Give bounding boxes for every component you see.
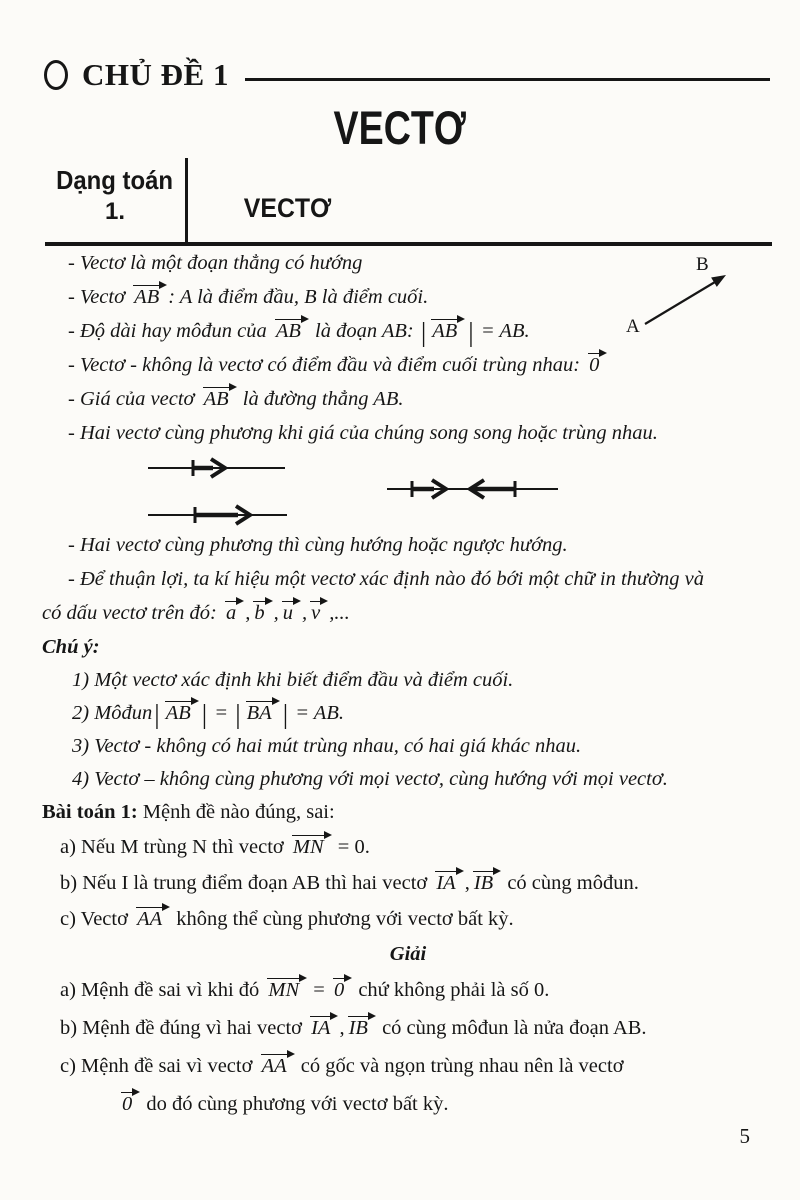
section-box — [45, 158, 772, 246]
point-a-label: A — [626, 316, 640, 337]
text-line — [42, 382, 774, 416]
vector-notation: BA — [245, 699, 279, 724]
text-line: 2) Môđun| AB | = | BA | = AB. — [72, 699, 344, 729]
body-lines — [42, 528, 774, 1123]
text-segment: - Vectơ — [68, 286, 131, 308]
text-line — [42, 416, 774, 450]
vector-notation: u — [281, 599, 300, 624]
text-segment: Giải — [389, 943, 427, 965]
text-segment: 2) Môđun — [72, 702, 153, 724]
text-segment: , — [464, 872, 470, 894]
vector-on-line-2 — [148, 506, 287, 524]
vector-notation: AA — [260, 1052, 294, 1077]
section-name-text: VECTƠ — [243, 192, 332, 223]
text-segment: ,... — [329, 602, 350, 624]
text-line — [42, 865, 774, 901]
vector-notation: 0 — [332, 976, 351, 1001]
vector-ab-shaft — [645, 282, 715, 324]
text-segment: a) Mệnh đề sai vì khi đó — [60, 979, 265, 1001]
text-line — [42, 730, 774, 763]
text-segment: - Vectơ là một đoạn thẳng có hướng — [68, 252, 363, 274]
text-segment: - Hai vectơ cùng phương khi giá của chúng song song hoặc trùng nhau. — [68, 422, 658, 444]
text-segment: c) Vectơ — [60, 908, 134, 930]
text-segment: , — [302, 602, 308, 624]
vector-ab-figure — [598, 250, 778, 385]
vector-notation: AB — [164, 699, 198, 724]
text-line — [42, 937, 774, 971]
circle-icon — [44, 60, 68, 90]
text-segment: b) Nếu I là trung điểm đoạn AB thì hai vectơ — [60, 872, 433, 894]
text-line — [42, 1009, 774, 1047]
vector-notation: AB — [132, 283, 166, 308]
text-line — [42, 664, 774, 697]
text-segment: không thể cùng phương với vectơ bất kỳ. — [171, 908, 514, 930]
text-line — [42, 596, 774, 630]
text-line — [42, 796, 774, 829]
opposite-vectors-line — [387, 480, 558, 498]
header-rule — [245, 78, 770, 81]
text-segment: Chú ý: — [42, 636, 100, 658]
vector-notation: AB — [430, 317, 464, 342]
text-segment: c) Mệnh đề sai vì vectơ — [60, 1055, 258, 1077]
text-segment: = — [209, 702, 234, 724]
text-line — [42, 528, 774, 562]
text-segment: Mệnh đề nào đúng, sai: — [137, 801, 335, 823]
text-line — [42, 1047, 774, 1085]
chapter-title-text: VECTƠ — [333, 101, 467, 154]
vector-notation: IB — [472, 869, 500, 894]
text-segment: là đường thẳng AB. — [237, 388, 404, 410]
chapter-title — [0, 100, 800, 155]
text-segment: : A là điểm đầu, B là điểm cuối. — [168, 286, 429, 308]
text-segment: 3) Vectơ - không có hai mút trùng nhau, có hai giá khác nhau. — [72, 735, 582, 757]
text-segment: có gốc và ngọn trùng nhau nên là vectơ — [295, 1055, 624, 1077]
section-label: Dạng toán — [56, 165, 174, 195]
parallel-vectors-figure — [100, 452, 630, 526]
text-segment: là đoạn AB: — [309, 320, 419, 342]
text-segment: = — [308, 979, 330, 1001]
text-segment: có cùng môđun. — [502, 872, 639, 894]
text-segment: Bài toán 1: — [42, 801, 138, 823]
text-segment: - Giá của vectơ — [68, 388, 200, 410]
vector-notation: IB — [347, 1014, 375, 1039]
text-segment: a) Nếu M trùng N thì vectơ — [60, 836, 289, 858]
vector-ab-arrowhead — [711, 275, 726, 287]
text-segment: - Để thuận lợi, ta kí hiệu một vectơ xác định nào đó bới một chữ in thường và — [68, 568, 705, 590]
text-segment: - Độ dài hay môđun của — [68, 320, 272, 342]
text-segment: - Vectơ - không là vectơ có điểm đầu và điểm cuối trùng nhau: — [68, 354, 586, 376]
text-line — [42, 630, 774, 664]
point-b-label: B — [696, 254, 709, 275]
vector-notation: AB — [274, 317, 308, 342]
vector-on-line-1 — [148, 459, 285, 477]
text-segment: có cùng môđun là nửa đoạn AB. — [376, 1017, 647, 1039]
vector-notation: a — [224, 599, 243, 624]
text-segment: = AB. — [475, 320, 530, 342]
text-line — [42, 971, 774, 1009]
vector-notation: AB — [202, 385, 236, 410]
text-segment: , — [339, 1017, 345, 1039]
vector-notation: IA — [434, 869, 462, 894]
vector-notation: MN — [291, 833, 331, 858]
text-segment: 1) Một vectơ xác định khi biết điểm đầu và điểm cuối. — [72, 669, 514, 691]
text-segment: = 0. — [332, 836, 370, 858]
text-segment: chứ không phải là số 0. — [353, 979, 550, 1001]
section-number: 1. — [104, 198, 125, 225]
topic-title: CHỦ ĐỀ 1 — [82, 57, 229, 92]
text-segment: , — [245, 602, 251, 624]
text-line — [42, 901, 774, 937]
text-line — [42, 763, 774, 796]
text-segment: có dấu vectơ trên đó: — [42, 602, 223, 624]
text-line: - Độ dài hay môđun của AB là đoạn AB: | AB | = AB. — [68, 317, 530, 347]
vector-notation: IA — [309, 1014, 337, 1039]
text-line — [42, 829, 774, 865]
text-segment: - Hai vectơ cùng phương thì cùng hướng hoặc ngược hướng. — [68, 534, 568, 556]
text-segment: b) Mệnh đề đúng vì hai vectơ — [60, 1017, 308, 1039]
text-segment: = AB. — [290, 702, 344, 724]
section-name — [188, 158, 772, 242]
page-number: 5 — [739, 1124, 750, 1148]
section-box-left — [45, 158, 185, 242]
text-segment: , — [273, 602, 279, 624]
text-segment: do đó cùng phương với vectơ bất kỳ. — [141, 1093, 449, 1115]
vector-notation: MN — [266, 976, 306, 1001]
vector-notation: 0 — [587, 351, 606, 376]
vector-notation: b — [252, 599, 271, 624]
vector-notation: v — [309, 599, 327, 624]
text-line — [42, 562, 774, 596]
vector-notation: AA — [135, 905, 169, 930]
text-line — [42, 1085, 774, 1123]
vector-notation: 0 — [120, 1090, 139, 1115]
text-segment: 4) Vectơ – không cùng phương với mọi vectơ, cùng hướng với mọi vectơ. — [72, 768, 668, 790]
topic-header — [44, 56, 770, 94]
